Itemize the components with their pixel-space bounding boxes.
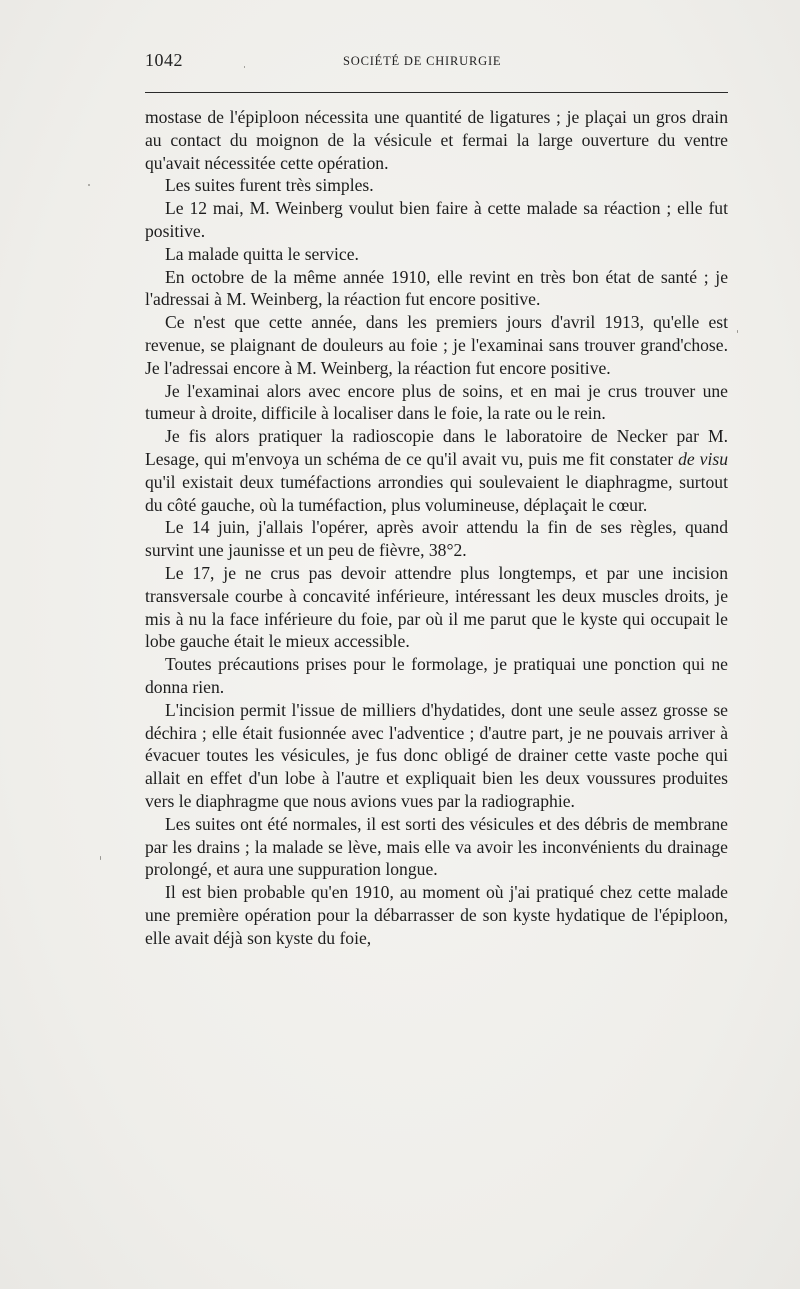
paragraph-6: Ce n'est que cette année, dans les premiers jours d'avril 1913, qu'elle est revenue, se plaignant de douleurs au foie ; je l'examinai sans trouver grand'chose. Je l'adressai encore à M. Weinberg, la réaction fut encore positive. <box>145 312 728 378</box>
running-title: SOCIÉTÉ DE CHIRURGIE <box>343 54 502 68</box>
paragraph-4: La malade quitta le service. <box>165 243 359 264</box>
scan-speck <box>244 66 245 68</box>
paragraph-10: Le 17, je ne crus pas devoir attendre plus longtemps, et par une incision transversale courbe à concavité inférieure, intéressant les deux muscles droits, je mis à nu la face inférieure du foie, par où il me parut que le kyste qui occupait le lobe gauche était le mieux accessible. <box>145 562 728 652</box>
italic-de-visu: de visu <box>678 448 728 469</box>
scan-speck <box>100 856 101 860</box>
paragraph-11: Toutes précautions prises pour le formolage, je pratiquai une ponction qui ne donna rien. <box>145 654 728 697</box>
paragraph-13: Les suites ont été normales, il est sorti des vésicules et des débris de membrane par les drains ; la malade se lève, mais elle va avoir les inconvénients du drainage prolongé, et aura une suppuration longue. <box>145 813 728 880</box>
paragraph-3: Le 12 mai, M. Weinberg voulut bien faire à cette malade sa réaction ; elle fut positive. <box>145 198 728 241</box>
paragraph-2: Les suites furent très simples. <box>165 175 374 196</box>
paragraph-8-start: Je fis alors pratiquer la radioscopie dans le laboratoire de Necker par M. Lesage, qui m'envoya un schéma de ce qu'il avait vu, puis me fit constater <box>145 426 728 469</box>
paragraph-8 <box>145 425 728 516</box>
scan-speck <box>737 330 738 333</box>
paragraph-1: mostase de l'épiploon nécessita une quantité de ligatures ; je plaçai un gros drain au contact du moignon de la vésicule et fermai la large ouverture du ventre qu'avait nécessitée cette opération. <box>145 107 728 173</box>
paragraph-7: Je l'examinai alors avec encore plus de soins, et en mai je crus trouver une tumeur à droite, difficile à localiser dans le foie, la rate ou le rein. <box>145 380 728 424</box>
scan-speck <box>88 184 90 186</box>
paragraph-12: L'incision permit l'issue de milliers d'hydatides, dont une seule assez grosse se déchira ; elle était fusionnée avec l'adventice ; d'autre part, je ne pouvais arriver à évacuer toutes les vésicules, je fus donc obligé de drainer cette vaste poche qui allait en effet d'un lobe à l'autre et expliquait bien les deux voussures produites vers le diaphragme que nous avions vues par la radiographie. <box>145 699 728 811</box>
paragraph-8-end: qu'il existait deux tuméfactions arrondies qui soulevaient le diaphragme, surtout du côté gauche, où la tuméfaction, plus volumineuse, déplaçait le cœur. <box>145 471 728 515</box>
paragraph-9: Le 14 juin, j'allais l'opérer, après avoir attendu la fin de ses règles, quand survint une jaunisse et un peu de fièvre, 38°2. <box>145 517 728 561</box>
page-number: 1042 <box>145 50 183 70</box>
paragraph-14: Il est bien probable qu'en 1910, au moment où j'ai pratiqué chez cette malade une première opération pour la débarrasser de son kyste hydatique de l'épiploon, elle avait déjà son kyste du foie, <box>145 882 728 948</box>
paragraph-5: En octobre de la même année 1910, elle revint en très bon état de santé ; je l'adressai à M. Weinberg, la réaction fut encore positive. <box>145 266 728 310</box>
header-rule <box>145 92 728 93</box>
page-header <box>145 50 728 74</box>
body-text <box>145 106 728 949</box>
